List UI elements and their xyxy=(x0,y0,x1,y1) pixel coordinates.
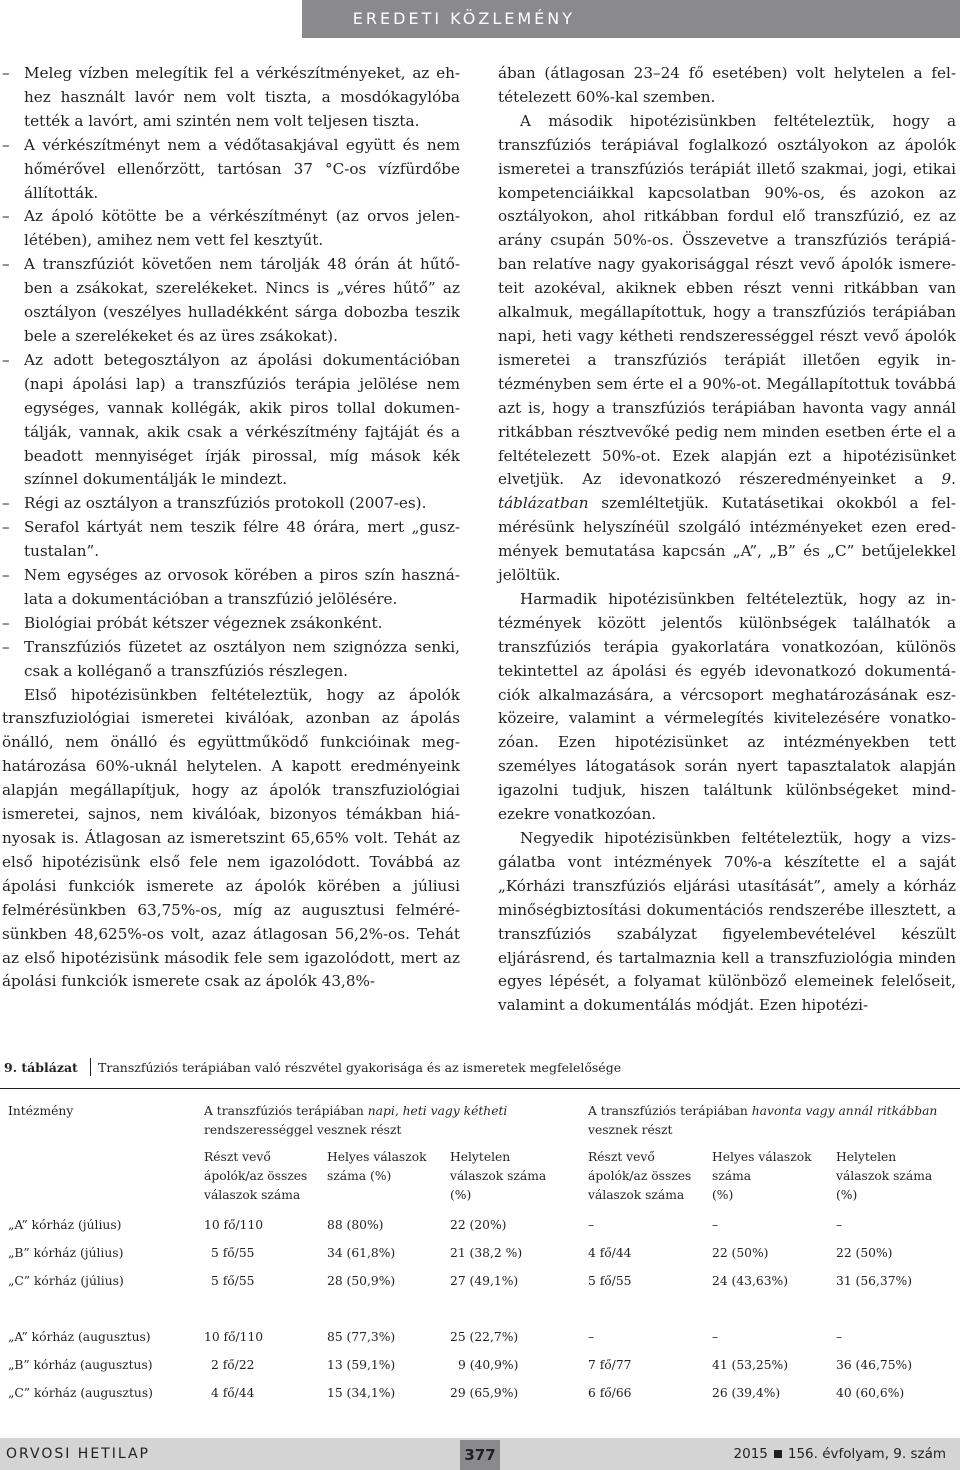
table-cell: 22 (50%) xyxy=(836,1246,893,1260)
table-cell: 41 (53,25%) xyxy=(712,1358,789,1372)
table-cell: 22 (20%) xyxy=(450,1218,507,1232)
list-item: – A vérkészítményt nem a védőtasakjával együtt és nem hőmérővel ellenőrzött, tartósan 37 °C-os vízfürdőbe állították. xyxy=(2,135,460,202)
column-header-institution: Intézmény xyxy=(8,1104,74,1118)
table-cell: „C” kórház (július) xyxy=(8,1274,124,1288)
table-cell: 6 fő/66 xyxy=(588,1386,632,1400)
table-cell: 5 fő/55 xyxy=(211,1246,255,1260)
table-cell: 25 (22,7%) xyxy=(450,1330,519,1344)
list-item: – Az adott betegosztályon az ápolási dokumentációban (napi ápolási lap) a transzfúziós terápia jelölése nem egységes, vannak kollégák, akik piros tollal dokumentálják, vannak, akik csak a vérkészítmény fajtáját és a beadott mennyiséget írják pirossal, míg mások kék színnel dokumentálják le mindezt. xyxy=(2,350,460,489)
column-header: Részt vevő ápolók/az összes válaszok száma xyxy=(588,1150,692,1202)
year: 2015 xyxy=(733,1446,768,1462)
left-column xyxy=(2,62,460,994)
column-header: Részt vevő ápolók/az összes válaszok száma xyxy=(204,1150,308,1202)
table-cell: 15 (34,1%) xyxy=(327,1386,396,1400)
list-item: – Meleg vízben melegítik fel a vérkészítményeket, az ehhez használt lavór nem volt tiszta, a mosdókagylóba tették a lavórt, ami szintén nem volt teljesen tiszta. xyxy=(2,64,460,130)
table-cell: 40 (60,6%) xyxy=(836,1386,905,1400)
body-paragraph: A második hipotézisünkben feltételeztük, hogy a transzfúziós terápiával foglalkozó osztályokon az ápolók ismeretei a transzfúziós terápiát illető szakmai, jogi, etikai kompetenciáikkal kapcsolatban 90%-os, és azokon az osztályokon, ahol ritkábban fordul elő transzfúzió, ez az arány csupán 50%-os. Összevetve a transzfúziós terápiában relatíve nagy gyakorisággal részt vevő ápolók ismereteit azokéval, akiknek ebben részt venni ritkábban van alkalmuk, megállapítottuk, hogy a transzfúziós terápiában napi, heti vagy kétheti rendszerességgel részt vevő ápolók ismeretei a transzfúziós terápiát illetően egyik intézményben sem érte el a 90%-ot. Megállapítottuk továbbá azt is, hogy a transzfúziós terápiában havonta vagy annál ritkábban résztvevőké pedig nem minden esetben érte el a feltételezett 50%-ot. Ezek alapján ezt a hipotézisünket elvetjük. Az idevonatkozó részeredményeinket a 9. táblázatban szemléltetjük. Kutatásetikai okokból a felmérésünk helyszínéül szolgáló intézményeket ezen eredmények bemutatása kapcsán „A”, „B” és „C” betűjelekkel jelöltük. xyxy=(498,111,956,585)
table-cell: 28 (50,9%) xyxy=(327,1274,396,1288)
volume: 156. évfolyam, 9. szám xyxy=(787,1446,946,1462)
table-cell: 10 fő/110 xyxy=(204,1330,264,1344)
table-cell: „B” kórház (július) xyxy=(8,1246,124,1260)
column-header: Helyes válaszok száma (%) xyxy=(712,1150,812,1202)
page-footer xyxy=(0,1430,960,1470)
page-number: 377 xyxy=(464,1446,496,1464)
table-cell: 29 (65,9%) xyxy=(450,1386,519,1400)
list-item: – Nem egységes az orvosok körében a piros szín használata a dokumentációban a transzfúzió jelölésére. xyxy=(2,566,460,608)
table-cell: 9 (40,9%) xyxy=(458,1358,519,1372)
table-cell: 34 (61,8%) xyxy=(327,1246,396,1260)
table-cell: – xyxy=(588,1218,595,1232)
list-item: – A transzfúziót követően nem tárolják 48 órán át hűtőben a zsákokat, szerelékeket. Nincs is „véres hűtő” az osztályon (veszélyes hulladékként sárga dobozba teszik bele a szerelékeket és az üres zsákokat). xyxy=(2,255,460,345)
right-column xyxy=(498,62,956,1018)
table-rule xyxy=(0,1088,960,1089)
table-cell: „A” kórház (augusztus) xyxy=(8,1330,151,1344)
column-header: Helytelen válaszok száma (%) xyxy=(836,1150,933,1202)
table-cell: 31 (56,37%) xyxy=(836,1274,913,1288)
issue-info xyxy=(734,1446,946,1462)
table-cell: 4 fő/44 xyxy=(211,1386,255,1400)
list-item: – Biológiai próbát kétszer végeznek zsákonként. xyxy=(2,613,383,632)
table-cell: 27 (49,1%) xyxy=(450,1274,519,1288)
table-cell: 13 (59,1%) xyxy=(327,1358,396,1372)
table-cell: 5 fő/55 xyxy=(588,1274,632,1288)
caption-divider xyxy=(90,1058,91,1076)
table-cell: – xyxy=(836,1218,843,1232)
column-header: Helyes válaszok száma (%) xyxy=(327,1150,427,1183)
column-header: Helytelen válaszok száma (%) xyxy=(450,1150,547,1202)
page-header xyxy=(0,0,960,38)
body-paragraph: Negyedik hipotézisünkben feltételeztük, hogy a vizsgálatba vont intézmények 70%-a készítette el a saját „Kórházi transzfúziós eljárási utasítását”, amely a kórház minőségbiztosítási dokumentációs rendszerébe illesztett, a transzfúziós szabályzat figyelembevételével készült eljárásrend, és tartalmaznia kell a transzfuziológia minden egyes lépését, a folyamat különböző elemeinek felelőseit, valamint a dokumentálás módját. Ezen hipotézi- xyxy=(498,829,956,1015)
table-cell: 22 (50%) xyxy=(712,1246,769,1260)
table-cell: 36 (46,75%) xyxy=(836,1358,913,1372)
body-paragraph: ában (átlagosan 23–24 fő esetében) volt helytelen a feltételezett 60%-kal szemben. xyxy=(498,64,956,106)
list-item: – Transzfúziós füzetet az osztályon nem szignózza senki, csak a kolléganő a transzfúziós részlegen. xyxy=(2,637,460,680)
table-cell: 7 fő/77 xyxy=(588,1358,632,1372)
table-reference: 9. táblázatban xyxy=(498,470,956,513)
group-header-rare: A transzfúziós terápiában havonta vagy annál ritkábban vesznek részt xyxy=(588,1104,938,1137)
table-cell: 5 fő/55 xyxy=(211,1274,255,1288)
square-bullet-icon xyxy=(774,1450,782,1458)
body-paragraph: Harmadik hipotézisünkben feltételeztük, hogy az intézmények között jelentős különbségek találhatók a transzfúziós terápia gyakorlatára vonatkozóan, különös tekintettel az ápolási és egyéb idevonatkozó dokumentációk alkalmazására, a vércsoport meghatározásának eszközeire, valamint a vérmelegítés kivitelezésére vonatkozóan. Ezen hipotézisünket az intézményekben tett személyes látogatások során nyert tapasztalatok alapján igazolni tudjuk, hiszen találtunk különbségeket mindezekre vonatkozóan. xyxy=(498,589,956,824)
table-cell: 4 fő/44 xyxy=(588,1246,632,1260)
table-cell: – xyxy=(836,1330,843,1344)
table-cell: 85 (77,3%) xyxy=(327,1330,396,1344)
table-cell: – xyxy=(712,1218,719,1232)
table-cell: 21 (38,2 %) xyxy=(450,1246,523,1260)
table-cell: „B” kórház (augusztus) xyxy=(8,1358,153,1372)
table-cell: 2 fő/22 xyxy=(211,1358,255,1372)
section-title: EREDETI KÖZLEMÉNY xyxy=(352,9,575,28)
list-item: – Serafol kártyát nem teszik félre 48 órára, mert „gusztustalan”. xyxy=(2,518,460,561)
table-cell: – xyxy=(588,1330,595,1344)
table-cell: „A” kórház (július) xyxy=(8,1218,122,1232)
table-cell: 24 (43,63%) xyxy=(712,1274,789,1288)
journal-name: ORVOSI HETILAP xyxy=(6,1446,150,1462)
list-item: – Az ápoló kötötte be a vérkészítményt (az orvos jelenlétében), amihez nem vett fel kesztyűt. xyxy=(2,207,460,250)
group-header-frequent: A transzfúziós terápiában napi, heti vagy kétheti rendszerességgel vesznek részt xyxy=(204,1104,508,1137)
table-cell: – xyxy=(712,1330,719,1344)
list-item: – Régi az osztályon a transzfúziós protokoll (2007-es). xyxy=(2,494,427,513)
table-cell: 26 (39,4%) xyxy=(712,1386,781,1400)
table-cell: „C” kórház (augusztus) xyxy=(8,1386,153,1400)
table-caption-text: Transzfúziós terápiában való részvétel gyakorisága és az ismeretek megfelelősége xyxy=(98,1060,622,1075)
table-label: 9. táblázat xyxy=(4,1060,78,1075)
table-cell: 10 fő/110 xyxy=(204,1218,264,1232)
data-table xyxy=(0,1088,960,1446)
body-paragraph: Első hipotézisünkben feltételeztük, hogy az ápolók transzfuziológiai ismeretei kiválóak, azonban az ápolás önálló, nem önálló és együttműködő funkcióinak meghatározása 60%-uknál helytelen. A kapott eredményeink alapján megállapítjuk, hogy az ápolók transzfuziológiai ismeretei, sajnos, nem kiválóak, bizonyos témákban hiányosak is. Átlagosan az ismeretszint 65,65% volt. Tehát az első hipotézisünk első fele nem igazolódott. Továbbá az ápolási funkciók ismerete az ápolók körében a júliusi felmérésünkben 63,75%-os, míg az augusztusi felmérésünkben 48,625%-os volt, azaz átlagosan 56,2%-os. Tehát az első hipotézisünk második fele sem igazolódott, mert az ápolási funkciók ismerete csak az ápolók 43,8%- xyxy=(2,685,460,991)
table-cell: 88 (80%) xyxy=(327,1218,384,1232)
